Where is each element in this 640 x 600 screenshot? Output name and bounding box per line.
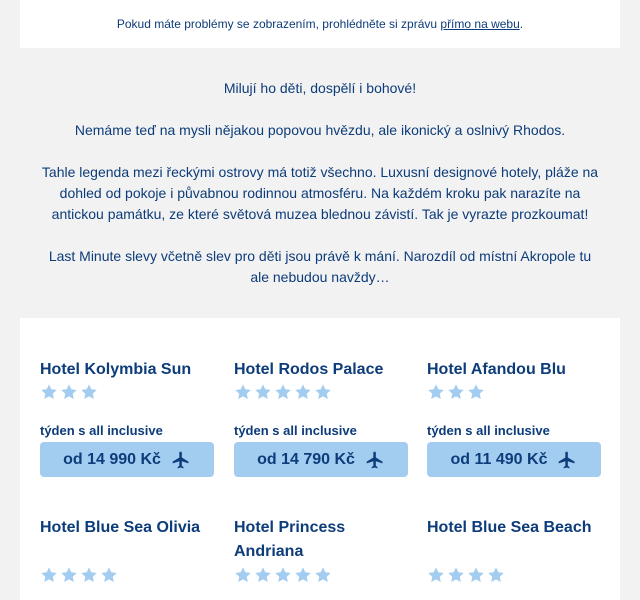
star-icon bbox=[254, 566, 272, 584]
star-icon bbox=[314, 383, 332, 401]
hotel-stars bbox=[427, 566, 505, 584]
hotel-card[interactable] bbox=[234, 516, 384, 564]
star-icon bbox=[80, 566, 98, 584]
star-icon bbox=[467, 383, 485, 401]
star-icon bbox=[60, 383, 78, 401]
hotel-stars bbox=[234, 383, 332, 401]
star-icon bbox=[427, 383, 445, 401]
hotel-name[interactable]: Hotel Princess Andriana bbox=[234, 519, 346, 560]
star-icon bbox=[40, 566, 58, 584]
intro-headline: Milují ho děti, dospělí i bohové! bbox=[223, 80, 417, 96]
intro-paragraph-2: Tahle legenda mezi řeckými ostrovy má totiž všechno. Luxusní designové hotely, pláže na dohled od pokoje i půvabnou rodinnou atmosféru. Na každém kroku pak narazíte na antickou památku, ze které světová muzea blednou závistí. Tak je vyrazte prozkoumat! bbox=[41, 164, 599, 222]
star-icon bbox=[487, 566, 505, 584]
price-button[interactable] bbox=[427, 442, 601, 477]
star-icon bbox=[40, 383, 58, 401]
price-label: od 11 490 Kč bbox=[450, 450, 548, 468]
intro-paragraph-3: Last Minute slevy včetně slev pro děti jsou právě k mání. Narozdíl od místní Akropole tu ale nebudou navždy… bbox=[48, 248, 592, 285]
star-icon bbox=[294, 383, 312, 401]
hotel-stars bbox=[40, 566, 118, 584]
star-icon bbox=[234, 383, 252, 401]
hotel-stars bbox=[234, 566, 332, 584]
star-icon bbox=[274, 566, 292, 584]
web-version-link[interactable]: přímo na webu bbox=[440, 17, 520, 31]
hotel-card[interactable] bbox=[427, 358, 601, 382]
star-icon bbox=[427, 566, 445, 584]
price-label: od 14 790 Kč bbox=[257, 450, 355, 468]
star-icon bbox=[100, 566, 118, 584]
plane-icon bbox=[171, 450, 191, 470]
plane-icon bbox=[365, 450, 385, 470]
hotel-card[interactable] bbox=[40, 516, 214, 540]
star-icon bbox=[234, 566, 252, 584]
hotel-card[interactable] bbox=[40, 358, 214, 382]
star-icon bbox=[447, 383, 465, 401]
star-icon bbox=[254, 383, 272, 401]
price-label: od 14 990 Kč bbox=[63, 450, 161, 468]
hotel-stars bbox=[40, 383, 98, 401]
web-version-suffix: . bbox=[519, 17, 524, 31]
star-icon bbox=[274, 383, 292, 401]
web-version-bar bbox=[20, 0, 620, 48]
deal-label: týden s all inclusive bbox=[234, 423, 357, 438]
hotel-name[interactable]: Hotel Blue Sea Olivia bbox=[40, 519, 201, 536]
star-icon bbox=[294, 566, 312, 584]
star-icon bbox=[447, 566, 465, 584]
star-icon bbox=[60, 566, 78, 584]
hotel-name[interactable]: Hotel Rodos Palace bbox=[234, 361, 384, 378]
hotel-grid bbox=[20, 318, 620, 600]
plane-icon bbox=[557, 450, 577, 470]
hotel-name[interactable]: Hotel Blue Sea Beach bbox=[427, 519, 592, 536]
price-button[interactable] bbox=[40, 442, 214, 477]
price-button[interactable] bbox=[234, 442, 408, 477]
star-icon bbox=[80, 383, 98, 401]
star-icon bbox=[314, 566, 332, 584]
hotel-card[interactable] bbox=[427, 516, 601, 540]
intro-section bbox=[20, 48, 620, 318]
hotel-stars bbox=[427, 383, 485, 401]
intro-paragraph-1: Nemáme teď na mysli nějakou popovou hvězdu, ale ikonický a oslnivý Rhodos. bbox=[74, 122, 566, 138]
star-icon bbox=[467, 566, 485, 584]
web-version-text: Pokud máte problémy se zobrazením, prohlédněte si zprávu bbox=[116, 17, 441, 31]
hotel-name[interactable]: Hotel Afandou Blu bbox=[427, 361, 566, 378]
deal-label: týden s all inclusive bbox=[40, 423, 163, 438]
hotel-name[interactable]: Hotel Kolymbia Sun bbox=[40, 361, 192, 378]
hotel-card[interactable] bbox=[234, 358, 408, 382]
deal-label: týden s all inclusive bbox=[427, 423, 550, 438]
